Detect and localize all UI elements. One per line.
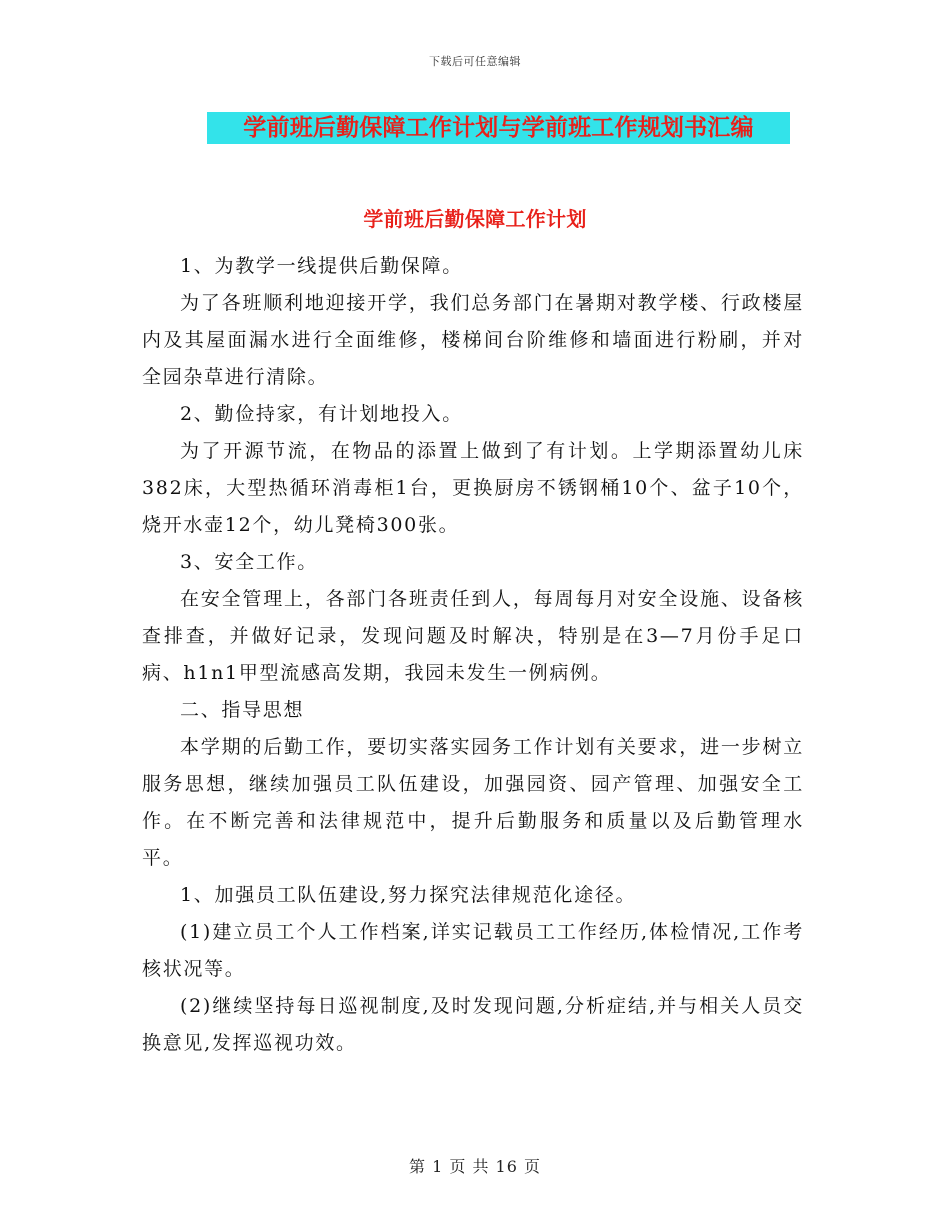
document-title-highlight <box>207 112 790 144</box>
section-title: 学前班后勤保障工作计划 <box>363 207 587 231</box>
document-title: 学前班后勤保障工作计划与学前班工作规划书汇编 <box>243 114 754 141</box>
paragraph: 1、为教学一线提供后勤保障。 <box>180 255 463 277</box>
paragraph: 3、安全工作。 <box>180 551 318 573</box>
document-body <box>142 248 804 1062</box>
paragraph: 为了开源节流，在物品的添置上做到了有计划。上学期添置幼儿床382床，大型热循环消毒柜1台，更换厨房不锈钢桶10个、盆子10个，烧开水壶12个，幼儿凳椅300张。 <box>142 440 804 536</box>
paragraph: (2)继续坚持每日巡视制度,及时发现问题,分析症结,并与相关人员交换意见,发挥巡视功效。 <box>142 995 804 1054</box>
header-note: 下载后可任意编辑 <box>429 55 521 68</box>
paragraph: 在安全管理上，各部门各班责任到人，每周每月对安全设施、设备核查排查，并做好记录，发现问题及时解决，特别是在3—7月份手足口病、h1n1甲型流感高发期，我园未发生一例病例。 <box>142 588 804 684</box>
paragraph: 2、勤俭持家，有计划地投入。 <box>180 403 463 425</box>
paragraph: 为了各班顺利地迎接开学，我们总务部门在暑期对教学楼、行政楼屋内及其屋面漏水进行全面维修，楼梯间台阶维修和墙面进行粉刷，并对全园杂草进行清除。 <box>142 292 804 388</box>
paragraph: 本学期的后勤工作，要切实落实园务工作计划有关要求，进一步树立服务思想，继续加强员工队伍建设，加强园资、园产管理、加强安全工作。在不断完善和法律规范中，提升后勤服务和质量以及后勤管理水平。 <box>142 736 804 869</box>
paragraph: 1、加强员工队伍建设,努力探究法律规范化途径。 <box>180 884 637 906</box>
paragraph: 二、指导思想 <box>180 699 305 721</box>
page-number-footer: 第 1 页 共 16 页 <box>409 1157 541 1176</box>
paragraph: (1)建立员工个人工作档案,详实记载员工工作经历,体检情况,工作考核状况等。 <box>142 921 804 980</box>
